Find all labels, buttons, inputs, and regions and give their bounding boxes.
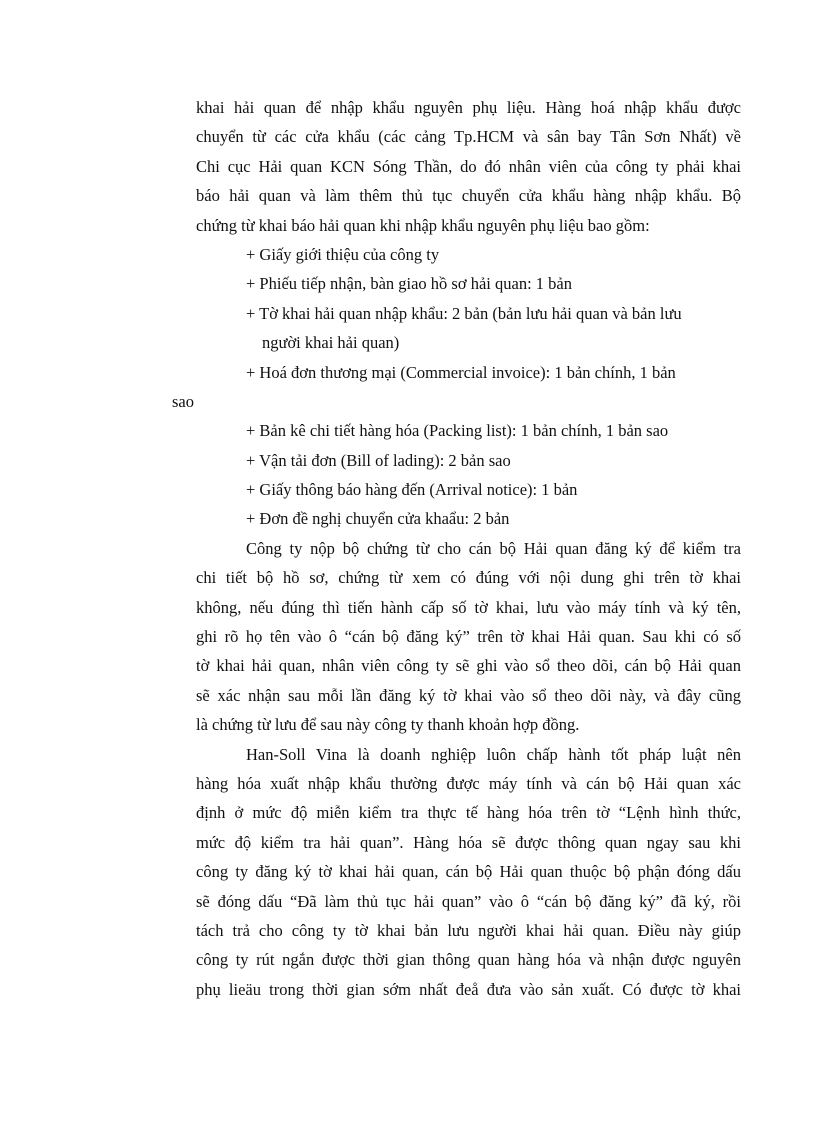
text-line: chuyển từ các cửa khẩu (các cảng Tp.HCM và sân bay Tân Sơn Nhất) về [196,127,741,147]
list-item: + Hoá đơn thương mại (Commercial invoice): 1 bản chính, 1 bản [246,362,676,382]
list-item: + Giấy thông báo hàng đến (Arrival notice): 1 bản [246,480,578,500]
list-item: + Bản kê chi tiết hàng hóa (Packing list): 1 bản chính, 1 bản sao [246,421,669,441]
paragraph-first-line: Han-Soll Vina là doanh nghiệp luôn chấp hành tốt pháp luật nên [246,744,741,764]
text-line: phụ lieäu trong thời gian sớm nhất đeå đưa vào sản xuất. Có được tờ khai [196,979,741,999]
text-line: báo hải quan và làm thêm thủ tục chuyển cửa khẩu hàng nhập khẩu. Bộ [196,186,741,206]
text-line: định ở mức độ miễn kiểm tra thực tế hàng hóa trên tờ “Lệnh hình thức, [196,803,741,823]
text-line: tờ khai hải quan, nhân viên công ty sẽ ghi vào sổ theo dõi, cán bộ Hải quan [196,656,741,676]
list-item: + Tờ khai hải quan nhập khẩu: 2 bản (bản lưu hải quan và bản lưu [246,303,682,323]
text-line: mức độ kiểm tra hải quan”. Hàng hóa sẽ được thông quan ngay sau khi [196,832,741,852]
text-line: khai hải quan để nhập khẩu nguyên phụ liệu. Hàng hoá nhập khẩu được [196,98,741,117]
list-item-continuation: sao [172,391,194,411]
text-line: tách trả cho công ty tờ khai bản lưu người khai hải quan. Điều này giúp [196,920,741,940]
text-line: là chứng từ lưu để sau này công ty thanh khoản hợp đồng. [196,715,580,735]
text-line: công ty đăng ký tờ khai hải quan, cán bộ Hải quan thuộc bộ phận đóng dấu [196,862,741,882]
text-line: hàng hóa xuất nhập khẩu thường được máy tính và cán bộ Hải quan xác [196,773,741,793]
text-line: chi tiết bộ hồ sơ, chứng từ xem có đúng với nội dung ghi trên tờ khai [196,568,741,588]
text-line: ghi rõ họ tên vào ô “cán bộ đăng ký” trên tờ khai Hải quan. Sau khi có số [196,627,741,647]
list-item: + Giấy giới thiệu của công ty [246,244,440,264]
list-item-continuation: người khai hải quan) [262,333,400,353]
text-line: công ty rút ngắn được thời gian thông quan hàng hóa và nhận được nguyên [196,950,741,970]
text-line: sẽ xác nhận sau mỗi lần đăng ký tờ khai vào sổ theo dõi này, và đây cũng [196,685,741,705]
text-line: Chi cục Hải quan KCN Sóng Thần, do đó nhân viên của công ty phải khai [196,156,741,176]
document-body [172,93,741,1004]
list-item: + Vận tải đơn (Bill of lading): 2 bản sao [246,450,511,470]
list-item: + Đơn đề nghị chuyển cửa khaẩu: 2 bản [246,509,510,529]
text-line: sẽ đóng dấu “Đã làm thủ tục hải quan” vào ô “cán bộ đăng ký” đã ký, rồi [196,891,741,911]
list-item: + Phiếu tiếp nhận, bàn giao hồ sơ hải quan: 1 bản [246,274,572,294]
text-line: chứng từ khai báo hải quan khi nhập khẩu nguyên phụ liệu bao gồm: [196,215,650,235]
paragraph-first-line: Công ty nộp bộ chứng từ cho cán bộ Hải quan đăng ký để kiểm tra [246,538,741,558]
text-line: không, nếu đúng thì tiến hành cấp số tờ khai, lưu vào máy tính và ký tên, [196,597,741,617]
